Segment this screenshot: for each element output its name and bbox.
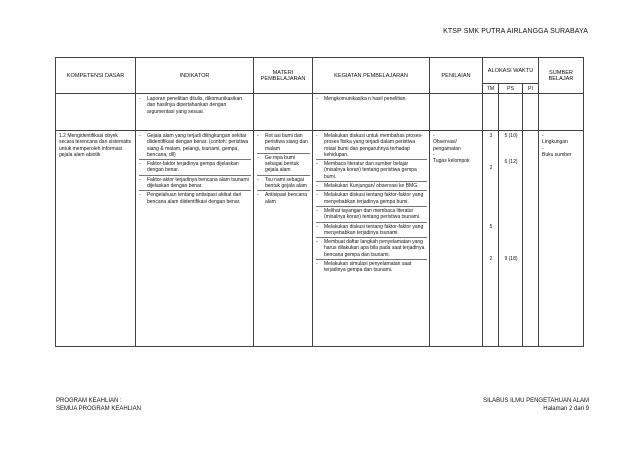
document-header: KTSP SMK PUTRA AIRLANGGA SURABAYA (443, 28, 588, 35)
list-item: - Melihat tayangan dan membaca literatur (misalnya koran) tentang peristiwa tsunami. (316, 206, 427, 221)
header-kegiatan: KEGIATAN PEMBELAJARAN (313, 58, 430, 94)
list-item: - Membaca literatur dan sumber belajar (misalnya koran) tentang peristiwa gempa bumi. (316, 159, 427, 180)
sumber-cell: - Lingkungan - Buku sumber (542, 133, 572, 158)
header-kompetensi: KOMPETENSI DASAR (56, 58, 136, 94)
list-item: - Membuat daftar langkah penyelamatan yang harus dilakukan apa bila pada saat terjadinya bencana gempa dan tsunami. (316, 237, 427, 258)
footer-program-value: SEMUA PROGRAM KEAHLIAN (56, 406, 142, 412)
list-item: - Laporan penelitian ditulis, dikomunikasikan dan hasilnya dipertahankan dengan argumentasi yang sesuai. (139, 96, 243, 115)
list-item: - Gejala alam yang terjadi dilingkungan sekitar diidentifikasi dengan benar. (contoh: peristiwa siang & malam, pelangi, tsunami, gempa, bencana, dll) (139, 133, 249, 158)
header-alokasi: ALOKASI WAKTU (483, 58, 539, 84)
list-item: - Melakukan Kunjungan/ observasi ke BMG. (316, 181, 427, 189)
list-item: - Faktor-faktor terjadinya gempa dijelaskan dengan benar. (139, 159, 251, 174)
list-item: - Pengelahuan tentang antisipasi akibat dari bencana alam diidentifikasi dengan benar. (139, 190, 251, 205)
list-item: - Melakukan diskusi tentang faktor-faktor yang menyebabkan terjadinya gempa bumi. (316, 190, 427, 205)
table-row (56, 131, 584, 347)
header-tm: TM (483, 84, 499, 94)
footer-right (483, 397, 589, 413)
footer-program-label: PROGRAM KEAHLIAN : (56, 398, 122, 404)
header-indikator: INDIKATOR (136, 58, 254, 94)
footer-left (56, 397, 141, 413)
header-sumber: SUMBER BELAJAR (539, 58, 584, 94)
list-item: - Rot asi bumi dan peristiwa siang dan malam (257, 133, 308, 152)
header-ps: PS (499, 84, 523, 94)
syllabus-table (55, 57, 584, 347)
header-penilaian: PENILAIAN (430, 58, 483, 94)
list-item: - Tsu nami sebagai bentuk gejala alam (257, 175, 310, 190)
header-materi: MATERI PEMBELAJARAN (254, 58, 313, 94)
list-item: - Ge mpa bumi sebagai bentuk gejala alam (257, 153, 310, 174)
penilaian-cell: - Observasi/ pengamatan - Tugas kelompok (433, 133, 470, 165)
list-item: - Mengkomunikasika n hasil penelitian. (316, 96, 407, 102)
footer-title: SILABUS ILMU PENGETAHUAN ALAM (483, 398, 589, 404)
header-pi: PI (523, 84, 539, 94)
list-item: - Faktor-aktor terjadinya bencana alam tsunami dijelaskan dengan benar. (139, 175, 251, 190)
table-row (56, 94, 584, 131)
ps-cell: 5 (10) 6 (12) 9 (18) (504, 133, 518, 262)
list-item: - Melakukan simulasi penyelamatan saat terjadinya gempa dan tsunami. (316, 259, 427, 274)
footer-page-number: Halaman 2 dari 9 (543, 406, 589, 412)
kompetensi-text: 1.2 Mengidentifikasi obyek secara terencana dan sistematis untuk memperoleh informasi gejala alam abiotik (59, 133, 131, 158)
list-item: - Antisipasi bencana alam (257, 190, 310, 205)
list-item: - Melakukan diskusi untuk membahas proses-proses fisika yang terjadi dalam peristiwa rotasi bumi dan pengaruhnya terhadap kehidupan. (316, 133, 423, 158)
tm-cell: 3 2 5 2 (489, 133, 493, 262)
list-item: - Melakukan diskusi tentang faktor-faktor yang menyebabkan terjadinya tsunami. (316, 222, 427, 237)
